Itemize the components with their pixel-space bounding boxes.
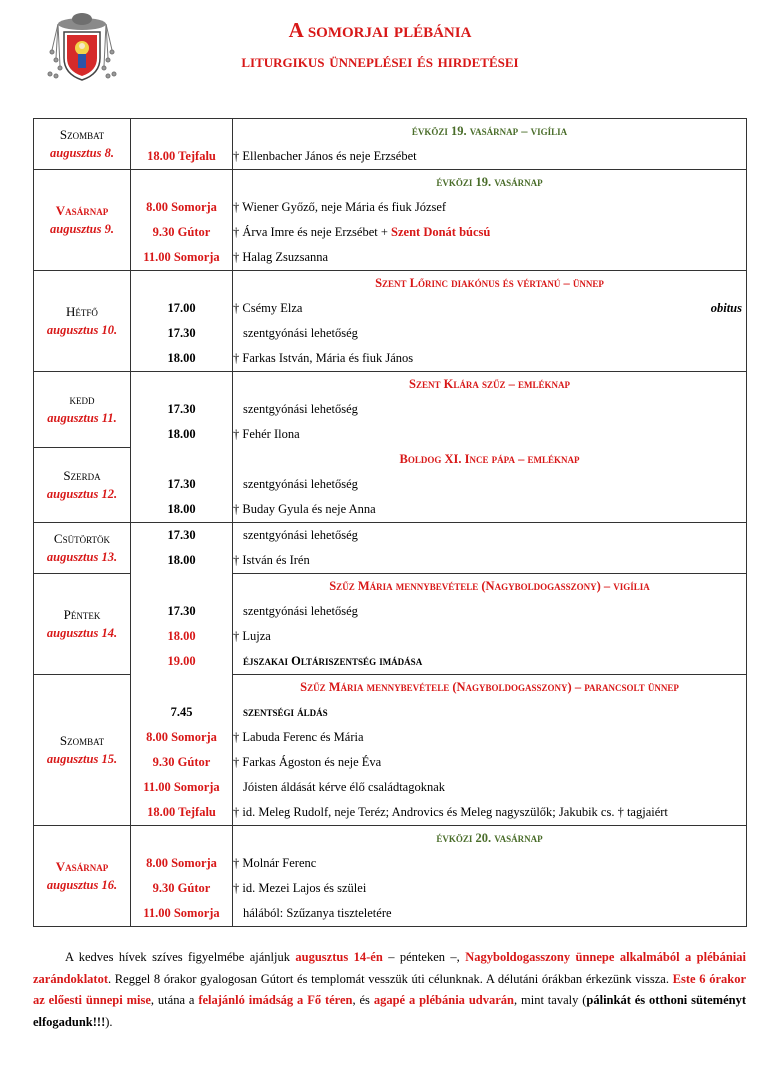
day-cell bbox=[34, 119, 131, 170]
intention-text: szentgyónási lehetőség bbox=[243, 326, 358, 340]
intention-cell bbox=[233, 144, 747, 170]
time-cell bbox=[131, 675, 233, 701]
intention-cell bbox=[233, 195, 747, 220]
announcement-date: augusztus 14-én bbox=[295, 950, 383, 964]
day-name: Vasárnap bbox=[55, 859, 109, 874]
left-tassels bbox=[48, 24, 62, 78]
day-cell bbox=[34, 271, 131, 372]
intention-cell bbox=[233, 346, 747, 372]
schedule-row bbox=[34, 296, 747, 321]
intention-cell bbox=[233, 624, 747, 649]
day-cell bbox=[34, 523, 131, 574]
right-tassels bbox=[102, 24, 116, 78]
intention-text: † Árva Imre és neje Erzsébet + bbox=[233, 225, 392, 239]
intention-text: hálából: Szűzanya tiszteletére bbox=[243, 906, 392, 920]
time-cell: 8.00 Somorja bbox=[131, 851, 233, 876]
time-cell bbox=[131, 372, 233, 398]
intention-cell bbox=[233, 422, 747, 447]
announcement-text: ). bbox=[105, 1014, 113, 1029]
intention-cell bbox=[233, 750, 747, 775]
time-cell: 17.30 bbox=[131, 472, 233, 497]
intention-text: szentgyónási lehetőség bbox=[243, 477, 358, 491]
celebration-heading: Szent Lőrinc diakónus és vértanú – ünnep bbox=[233, 271, 747, 297]
time-cell: 9.30 Gútor bbox=[131, 750, 233, 775]
intention-cell bbox=[233, 472, 747, 497]
schedule-row bbox=[34, 271, 747, 297]
day-name: kedd bbox=[69, 392, 95, 408]
day-cell bbox=[34, 447, 131, 523]
intention-text: szentségi áldás bbox=[243, 705, 328, 719]
announcement-text: . Reggel 8 órakor gyalogosan Gútort és templomát vesszük úti célunknak. A délutáni órákban érkezünk vissza. bbox=[108, 971, 673, 986]
announcement-request: pálinkát és otthoni süteményt elfogadunk!!! bbox=[33, 993, 746, 1029]
day-cell bbox=[34, 372, 131, 448]
schedule-row bbox=[34, 447, 747, 472]
intention-cell bbox=[233, 901, 747, 927]
day-name: Szombat bbox=[59, 127, 105, 142]
day-date: augusztus 10. bbox=[46, 323, 118, 337]
intention-text: † Ellenbacher János és neje Erzsébet bbox=[233, 149, 417, 163]
intention-text: † Farkas Ágoston és neje Éva bbox=[233, 755, 382, 769]
intention-text: † Halag Zsuzsanna bbox=[233, 250, 329, 264]
schedule-row bbox=[34, 220, 747, 245]
intention-text: † Fehér Ilona bbox=[233, 427, 300, 441]
announcement-prayer: felajánló imádság a Fő téren bbox=[198, 993, 353, 1008]
time-cell: 11.00 Somorja bbox=[131, 245, 233, 271]
schedule-row bbox=[34, 523, 747, 549]
intention-cell bbox=[233, 321, 747, 346]
intention-text: † Buday Gyula és neje Anna bbox=[233, 502, 376, 516]
time-cell: 7.45 bbox=[131, 700, 233, 725]
time-cell: 18.00 Tejfalu bbox=[131, 800, 233, 826]
time-cell: 11.00 Somorja bbox=[131, 901, 233, 927]
day-date: augusztus 13. bbox=[46, 550, 118, 564]
time-cell: 8.00 Somorja bbox=[131, 195, 233, 220]
announcement-text: , és bbox=[352, 993, 374, 1008]
intention-text: éjszakai Oltáriszentség imádása bbox=[243, 654, 423, 668]
intention-text: † Farkas István, Mária és fiuk János bbox=[233, 351, 414, 365]
time-cell: 11.00 Somorja bbox=[131, 775, 233, 800]
schedule-row bbox=[34, 497, 747, 523]
time-cell bbox=[131, 574, 233, 600]
schedule-row bbox=[34, 649, 747, 675]
schedule-row bbox=[34, 321, 747, 346]
intention-cell bbox=[233, 700, 747, 725]
announcement-mass: Este 6 órakor az előesti ünnepi mise bbox=[33, 971, 746, 1008]
day-name: Szerda bbox=[63, 467, 101, 483]
schedule-row bbox=[34, 599, 747, 624]
intention-text: † István és Irén bbox=[233, 553, 310, 567]
intention-cell bbox=[233, 876, 747, 901]
intention-cell bbox=[233, 599, 747, 624]
intention-text: szentgyónási lehetőség bbox=[243, 604, 358, 618]
intention-text: szentgyónási lehetőség bbox=[243, 402, 358, 416]
celebration-heading: Szent Klára szűz – emléknap bbox=[233, 372, 747, 398]
day-cell bbox=[34, 170, 131, 271]
celebration-heading: Szűz Mária mennybevétele (Nagyboldogasszony) – vigília bbox=[233, 574, 747, 600]
obitus-note: obitus bbox=[710, 301, 742, 315]
time-cell: 8.00 Somorja bbox=[131, 725, 233, 750]
announcement-text: – pénteken –, bbox=[382, 950, 466, 964]
schedule-row bbox=[34, 422, 747, 447]
time-cell: 18.00 bbox=[131, 422, 233, 447]
intention-cell bbox=[233, 851, 747, 876]
day-date: augusztus 11. bbox=[47, 411, 117, 426]
schedule-row bbox=[34, 346, 747, 372]
celebration-heading: Szűz Mária mennybevétele (Nagyboldogasszony) – parancsolt ünnep bbox=[233, 675, 747, 701]
schedule-row bbox=[34, 397, 747, 422]
time-cell bbox=[131, 826, 233, 852]
intention-cell bbox=[233, 548, 747, 574]
intention-cell bbox=[233, 649, 747, 675]
day-date: augusztus 14. bbox=[46, 626, 118, 640]
parish-coat-of-arms bbox=[44, 10, 120, 84]
day-cell bbox=[34, 675, 131, 826]
schedule-row bbox=[34, 548, 747, 574]
time-cell: 9.30 Gútor bbox=[131, 220, 233, 245]
intention-cell bbox=[233, 220, 747, 245]
intention-text: † Lujza bbox=[233, 629, 271, 643]
day-cell bbox=[34, 826, 131, 927]
schedule-row bbox=[34, 119, 747, 145]
intention-text: szentgyónási lehetőség bbox=[243, 528, 358, 542]
feast-label: Szent Donát búcsú bbox=[391, 225, 491, 239]
intention-cell bbox=[233, 397, 747, 422]
time-cell: 17.30 bbox=[131, 523, 233, 549]
announcement-paragraph bbox=[33, 947, 746, 1033]
schedule-row bbox=[34, 144, 747, 170]
celebration-heading: évközi 20. vasárnap bbox=[233, 826, 747, 852]
time-cell: 18.00 bbox=[131, 497, 233, 523]
time-cell bbox=[131, 119, 233, 145]
day-date: augusztus 9. bbox=[50, 222, 114, 236]
page-title: A somorjai plébánia bbox=[288, 18, 472, 42]
schedule-row bbox=[34, 472, 747, 497]
time-cell: 18.00 bbox=[131, 346, 233, 372]
schedule-row bbox=[34, 170, 747, 196]
time-cell bbox=[131, 447, 233, 472]
announcement-text: , mint tavaly ( bbox=[513, 993, 587, 1008]
liturgical-schedule-table bbox=[33, 118, 747, 927]
day-name: Szombat bbox=[59, 733, 105, 748]
intention-text: † Molnár Ferenc bbox=[233, 856, 317, 870]
schedule-row bbox=[34, 725, 747, 750]
intention-cell bbox=[233, 523, 747, 549]
intention-cell bbox=[233, 725, 747, 750]
schedule-row bbox=[34, 800, 747, 826]
day-name: Csütörtök bbox=[53, 531, 111, 546]
schedule-row bbox=[34, 775, 747, 800]
schedule-row bbox=[34, 195, 747, 220]
schedule-row bbox=[34, 826, 747, 852]
time-cell: 17.00 bbox=[131, 296, 233, 321]
announcement-text: , utána a bbox=[150, 993, 199, 1008]
schedule-row bbox=[34, 700, 747, 725]
time-cell: 9.30 Gútor bbox=[131, 876, 233, 901]
time-cell: 17.30 bbox=[131, 599, 233, 624]
day-name: Vasárnap bbox=[55, 203, 109, 218]
announcement-text: A kedves hívek szíves figyelmébe ajánljuk bbox=[65, 950, 296, 964]
schedule-row bbox=[34, 245, 747, 271]
day-cell bbox=[34, 574, 131, 675]
schedule-row bbox=[34, 851, 747, 876]
intention-text: † id. Meleg Rudolf, neje Teréz; Androvics és Meleg nagyszülők; Jakubik cs. † tagjaiért bbox=[233, 805, 668, 819]
time-cell bbox=[131, 271, 233, 297]
time-cell: 19.00 bbox=[131, 649, 233, 675]
schedule-row bbox=[34, 750, 747, 775]
time-cell bbox=[131, 170, 233, 196]
time-cell: 18.00 bbox=[131, 624, 233, 649]
time-cell: 17.30 bbox=[131, 321, 233, 346]
page-subtitle: liturgikus ünneplései és hirdetései bbox=[241, 51, 519, 72]
intention-cell bbox=[233, 497, 747, 523]
day-name: Hétfő bbox=[66, 304, 98, 319]
intention-cell bbox=[233, 296, 747, 321]
schedule-row bbox=[34, 901, 747, 927]
celebration-heading: Boldog XI. Ince pápa – emléknap bbox=[233, 447, 747, 472]
celebration-heading: évközi 19. vasárnap – vigília bbox=[233, 119, 747, 145]
intention-cell bbox=[233, 800, 747, 826]
intention-cell bbox=[233, 775, 747, 800]
intention-text: † id. Mezei Lajos és szülei bbox=[233, 881, 367, 895]
intention-text: Jóisten áldását kérve élő családtagoknak bbox=[243, 780, 446, 794]
schedule-row bbox=[34, 624, 747, 649]
day-date: augusztus 12. bbox=[46, 486, 118, 501]
announcement-pilgrimage: Nagyboldogasszony ünnepe alkalmából a plébániai zarándoklatot bbox=[33, 950, 746, 986]
day-date: augusztus 8. bbox=[50, 146, 114, 160]
day-date: augusztus 16. bbox=[46, 878, 118, 892]
schedule-row bbox=[34, 574, 747, 600]
intention-text: † Csémy Elza bbox=[233, 301, 303, 315]
intention-text: † Wiener Győző, neje Mária és fiuk József bbox=[233, 200, 447, 214]
time-cell: 18.00 bbox=[131, 548, 233, 574]
intention-text: † Labuda Ferenc és Mária bbox=[233, 730, 364, 744]
celebration-heading: évközi 19. vasárnap bbox=[233, 170, 747, 196]
announcement bbox=[33, 947, 746, 1033]
announcement-agape: agapé a plébánia udvarán bbox=[373, 993, 514, 1008]
schedule-row bbox=[34, 876, 747, 901]
intention-cell bbox=[233, 245, 747, 271]
day-name: Péntek bbox=[63, 607, 101, 622]
time-cell: 18.00 Tejfalu bbox=[131, 144, 233, 170]
time-cell: 17.30 bbox=[131, 397, 233, 422]
day-date: augusztus 15. bbox=[46, 752, 118, 766]
schedule-row bbox=[34, 372, 747, 398]
schedule-row bbox=[34, 675, 747, 701]
